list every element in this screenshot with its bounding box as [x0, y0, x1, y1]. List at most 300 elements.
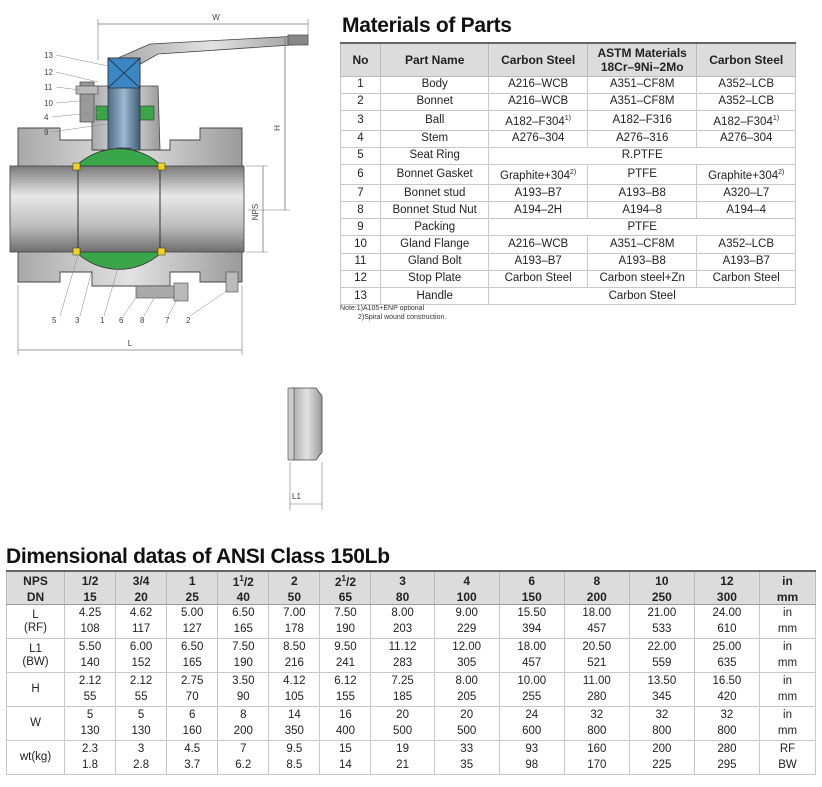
material-value: A193–B7	[722, 255, 770, 268]
dims-value: 9.00	[434, 605, 499, 622]
callout-8: 8	[140, 316, 145, 325]
col-astm	[587, 43, 697, 76]
callout-1: 1	[100, 316, 105, 325]
dims-value: 55	[116, 690, 167, 707]
nps-size	[167, 571, 218, 589]
dims-value: 200	[218, 724, 269, 741]
dims-label-sub: (BW)	[22, 655, 49, 668]
dims-value: 400	[320, 724, 371, 741]
note-2: 2)Spiral wound construction.	[358, 314, 447, 321]
dims-value: 22.00	[629, 639, 694, 656]
dims-value: 2.3	[65, 741, 116, 758]
material-value: PTFE	[627, 167, 657, 180]
material-value: A193–B8	[618, 255, 666, 268]
materials-row	[341, 253, 796, 270]
dims-value: 33	[434, 741, 499, 758]
part-name: Bonnet stud	[381, 184, 489, 201]
callouts-bottom	[52, 316, 191, 325]
materials-title: Materials of Parts	[342, 14, 512, 37]
part-material-c1	[489, 236, 588, 253]
astm-line2: 18Cr–9Ni–2Mo	[600, 59, 684, 74]
part-material-c1	[489, 93, 588, 110]
handle	[118, 36, 306, 70]
material-value: A352–LCB	[718, 95, 775, 108]
part-material-c3	[697, 93, 796, 110]
dims-value: 11.00	[564, 673, 629, 690]
material-value: A276–316	[615, 132, 669, 145]
dims-value: 19	[371, 741, 434, 758]
dims-unit: mm	[760, 724, 816, 741]
part-name: Packing	[381, 219, 489, 236]
dims-row-secondary	[7, 622, 816, 639]
dims-row-secondary	[7, 758, 816, 775]
dn-size: 200	[564, 589, 629, 605]
dims-value: 200	[629, 741, 694, 758]
callouts-left	[44, 51, 53, 137]
nps-main: 1	[232, 575, 240, 589]
part-no: 7	[341, 184, 381, 201]
part-name: Bonnet	[381, 93, 489, 110]
dims-value: 394	[499, 622, 564, 639]
nps-size	[218, 571, 269, 589]
dims-value: 216	[269, 656, 320, 673]
material-value: A216–WCB	[508, 78, 569, 91]
nps-size	[564, 571, 629, 589]
nps-main: 12	[720, 573, 734, 588]
part-material-c2	[587, 110, 697, 130]
part-no: 13	[341, 288, 381, 305]
material-value: A193–B7	[514, 255, 562, 268]
dims-value: 6	[167, 707, 218, 724]
dims-row-label	[7, 605, 65, 639]
dims-value: 55	[65, 690, 116, 707]
nps-size	[434, 571, 499, 589]
l-label: L	[127, 339, 133, 348]
part-name: Stem	[381, 130, 489, 147]
dims-value: 130	[65, 724, 116, 741]
dims-value: 14	[269, 707, 320, 724]
dims-label-main: wt(kg)	[19, 751, 52, 763]
dims-row-primary	[7, 639, 816, 656]
col-carbon-steel-1: Carbon Steel	[489, 43, 588, 76]
material-value: A276–304	[720, 132, 773, 145]
nps-frac-den: /2	[345, 575, 356, 589]
dims-value: 160	[167, 724, 218, 741]
callout-7: 7	[165, 316, 170, 325]
part-no: 4	[341, 130, 381, 147]
callout-5: 5	[52, 316, 57, 325]
dims-value: 4.62	[116, 605, 167, 622]
dims-value: 4.12	[269, 673, 320, 690]
dims-value: 130	[116, 724, 167, 741]
nps-main: 1/2	[81, 573, 99, 588]
dims-value: 16.50	[694, 673, 759, 690]
dims-value: 20.50	[564, 639, 629, 656]
col-no: No	[341, 43, 381, 76]
dims-value: 32	[694, 707, 759, 724]
dims-value: 5.50	[65, 639, 116, 656]
dn-size: 150	[499, 589, 564, 605]
dims-value: 21.00	[629, 605, 694, 622]
dims-value: 25.00	[694, 639, 759, 656]
dims-label-main: W	[30, 717, 41, 729]
dims-value: 165	[218, 622, 269, 639]
dn-size: 300	[694, 589, 759, 605]
part-no: 5	[341, 147, 381, 164]
part-material-c2	[587, 165, 697, 185]
part-no: 10	[341, 236, 381, 253]
part-material-merged: Carbon Steel	[489, 288, 796, 305]
material-value: A193–B7	[514, 186, 562, 199]
part-material-c1	[489, 110, 588, 130]
dims-title: Dimensional datas of ANSI Class 150Lb	[6, 545, 390, 568]
nps-frac-den: /2	[243, 575, 254, 589]
dims-value: 457	[564, 622, 629, 639]
dims-value: 105	[269, 690, 320, 707]
dims-unit: in	[760, 605, 816, 622]
part-name: Ball	[381, 110, 489, 130]
dims-value: 350	[269, 724, 320, 741]
dims-value: 152	[116, 656, 167, 673]
part-material-c2	[587, 93, 697, 110]
dims-value: 11.12	[371, 639, 434, 656]
dims-value: 35	[434, 758, 499, 775]
dims-value: 15.50	[499, 605, 564, 622]
dims-value: 420	[694, 690, 759, 707]
dims-value: 6.50	[218, 605, 269, 622]
dn-size: 40	[218, 589, 269, 605]
part-material-c2	[587, 184, 697, 201]
part-name: Handle	[381, 288, 489, 305]
dims-value: 800	[694, 724, 759, 741]
h-dimension	[248, 38, 290, 210]
dims-unit: mm	[760, 622, 816, 639]
callout-4: 4	[44, 113, 49, 122]
dims-value: 2.12	[65, 673, 116, 690]
dims-unit: RF	[760, 741, 816, 758]
part-no: 12	[341, 270, 381, 287]
dims-row-secondary	[7, 690, 816, 707]
dims-value: 24	[499, 707, 564, 724]
callout-11: 11	[44, 83, 53, 92]
dims-value: 24.00	[694, 605, 759, 622]
materials-row	[341, 76, 796, 93]
dims-value: 127	[167, 622, 218, 639]
dims-value: 205	[434, 690, 499, 707]
part-material-c3	[697, 236, 796, 253]
part-material-c2	[587, 253, 697, 270]
materials-row	[341, 236, 796, 253]
dims-row-secondary	[7, 724, 816, 741]
dn-size: 250	[629, 589, 694, 605]
dims-header-nps-row	[7, 571, 816, 589]
dims-value: 8.00	[371, 605, 434, 622]
dn-size: 100	[434, 589, 499, 605]
dims-value: 283	[371, 656, 434, 673]
dims-value: 5.00	[167, 605, 218, 622]
materials-body	[341, 76, 796, 305]
part-material-c1	[489, 270, 588, 287]
dims-value: 800	[629, 724, 694, 741]
nps-main: 2	[334, 575, 342, 589]
dims-value: 18.00	[499, 639, 564, 656]
dims-value: 5	[116, 707, 167, 724]
dims-value: 18.00	[564, 605, 629, 622]
dims-value: 533	[629, 622, 694, 639]
nps-size	[371, 571, 434, 589]
material-value: A182–F316	[612, 113, 672, 126]
dims-value: 185	[371, 690, 434, 707]
dims-value: 155	[320, 690, 371, 707]
dims-value: 559	[629, 656, 694, 673]
dn-size: 25	[167, 589, 218, 605]
callout-13: 13	[44, 51, 53, 60]
dims-value: 32	[629, 707, 694, 724]
dims-value: 170	[564, 758, 629, 775]
dims-row-label	[7, 741, 65, 775]
dims-value: 7.25	[371, 673, 434, 690]
dims-value: 229	[434, 622, 499, 639]
dims-value: 14	[320, 758, 371, 775]
nps-frac-num: 1	[239, 574, 244, 583]
part-material-c1	[489, 76, 588, 93]
part-name: Body	[381, 76, 489, 93]
nps-size	[694, 571, 759, 589]
callout-2: 2	[186, 316, 191, 325]
dn-size: 80	[371, 589, 434, 605]
materials-row	[341, 184, 796, 201]
dims-row-primary	[7, 605, 816, 622]
head-unit-mm: mm	[760, 589, 816, 605]
material-value: A276–304	[511, 132, 565, 145]
part-material-c3	[697, 76, 796, 93]
material-value: Graphite+304	[708, 169, 779, 182]
material-value: A182–F304	[505, 115, 565, 128]
head-dn: DN	[7, 589, 65, 605]
dims-value: 20	[371, 707, 434, 724]
dims-label-sub: (RF)	[24, 621, 47, 634]
materials-row	[341, 219, 796, 236]
materials-row	[341, 288, 796, 305]
dims-value: 8	[218, 707, 269, 724]
part-name: Stop Plate	[381, 270, 489, 287]
part-no: 11	[341, 253, 381, 270]
dims-value: 7.50	[218, 639, 269, 656]
dims-value: 32	[564, 707, 629, 724]
dims-body	[7, 605, 816, 775]
dims-value: 457	[499, 656, 564, 673]
part-material-c3	[697, 130, 796, 147]
nps-main: 1	[188, 573, 196, 588]
dims-value: 500	[371, 724, 434, 741]
nps-main: 2	[291, 573, 298, 588]
dims-value: 3	[116, 741, 167, 758]
dims-value: 190	[218, 656, 269, 673]
dims-value: 21	[371, 758, 434, 775]
col-part-name: Part Name	[381, 43, 489, 76]
nps-main: 6	[528, 573, 536, 588]
material-value: A182–F304	[713, 115, 773, 128]
dims-value: 4.5	[167, 741, 218, 758]
dims-value: 70	[167, 690, 218, 707]
materials-row	[341, 202, 796, 219]
material-footnote: 1)	[564, 114, 571, 122]
dims-row-secondary	[7, 656, 816, 673]
dims-value: 165	[167, 656, 218, 673]
dims-value: 8.5	[269, 758, 320, 775]
dims-value: 190	[320, 622, 371, 639]
part-material-c1	[489, 202, 588, 219]
material-value: A351–CF8M	[609, 238, 675, 251]
nps-main: 3/4	[132, 573, 150, 588]
part-no: 8	[341, 202, 381, 219]
part-material-c3	[697, 202, 796, 219]
dims-value: 3.7	[167, 758, 218, 775]
callout-6: 6	[119, 316, 124, 325]
nps-size	[116, 571, 167, 589]
part-name: Gland Bolt	[381, 253, 489, 270]
part-material-c3	[697, 270, 796, 287]
dims-value: 280	[564, 690, 629, 707]
part-material-c3	[697, 253, 796, 270]
nps-frac-num: 1	[341, 574, 346, 583]
dims-value: 600	[499, 724, 564, 741]
dims-row-primary	[7, 673, 816, 690]
part-material-c2	[587, 236, 697, 253]
dims-value: 345	[629, 690, 694, 707]
dn-size: 15	[65, 589, 116, 605]
callout-12: 12	[44, 68, 53, 77]
note-1: Note:1)A105+ENP optional	[340, 305, 425, 312]
part-no: 3	[341, 110, 381, 130]
l1-label: L1	[292, 492, 301, 501]
dims-value: 2.75	[167, 673, 218, 690]
dims-value: 13.50	[629, 673, 694, 690]
dims-value: 800	[564, 724, 629, 741]
dims-value: 2.12	[116, 673, 167, 690]
head-unit-in: in	[760, 571, 816, 589]
material-footnote: 2)	[778, 169, 785, 177]
nps-size	[269, 571, 320, 589]
dims-value: 9.50	[320, 639, 371, 656]
material-value: A352–LCB	[718, 78, 775, 91]
butt-weld-end-detail	[288, 388, 322, 510]
dims-unit: mm	[760, 690, 816, 707]
dims-table	[6, 570, 816, 775]
part-name: Seat Ring	[381, 147, 489, 164]
callout-3: 3	[75, 316, 80, 325]
part-material-c1	[489, 253, 588, 270]
material-value: A352–LCB	[718, 238, 775, 251]
nps-main: 8	[593, 573, 601, 588]
dims-value: 6.50	[167, 639, 218, 656]
dims-label-main: H	[31, 683, 40, 695]
part-material-c2	[587, 130, 697, 147]
part-no: 1	[341, 76, 381, 93]
dims-row-primary	[7, 707, 816, 724]
part-no: 2	[341, 93, 381, 110]
dims-value: 160	[564, 741, 629, 758]
dn-size: 50	[269, 589, 320, 605]
callout-10: 10	[44, 99, 53, 108]
material-value: A351–CF8M	[609, 95, 675, 108]
part-name: Bonnet Stud Nut	[381, 202, 489, 219]
part-material-merged: PTFE	[489, 219, 796, 236]
dims-value: 203	[371, 622, 434, 639]
part-material-c2	[587, 270, 697, 287]
dims-value: 5	[65, 707, 116, 724]
dims-value: 140	[65, 656, 116, 673]
col-carbon-steel-2: Carbon Steel	[697, 43, 796, 76]
material-value: Carbon Steel	[504, 272, 572, 285]
dims-value: 241	[320, 656, 371, 673]
part-material-c3	[697, 165, 796, 185]
dims-value: 255	[499, 690, 564, 707]
material-value: A216–WCB	[508, 238, 569, 251]
valve-cross-section-drawing	[0, 0, 330, 520]
dn-size: 20	[116, 589, 167, 605]
dims-value: 305	[434, 656, 499, 673]
dims-value: 610	[694, 622, 759, 639]
dims-value: 108	[65, 622, 116, 639]
pipe-bore	[10, 166, 244, 252]
dims-label-main: L	[32, 608, 39, 621]
nps-size	[65, 571, 116, 589]
dims-value: 2.8	[116, 758, 167, 775]
dims-value: 178	[269, 622, 320, 639]
dims-value: 15	[320, 741, 371, 758]
materials-row	[341, 110, 796, 130]
dims-row-label	[7, 707, 65, 741]
material-value: A320–L7	[723, 186, 770, 199]
material-value: Graphite+304	[500, 169, 571, 182]
material-value: A351–CF8M	[609, 78, 675, 91]
dims-unit: BW	[760, 758, 816, 775]
dims-value: 9.5	[269, 741, 320, 758]
part-no: 9	[341, 219, 381, 236]
material-value: A194–8	[622, 203, 662, 216]
dims-value: 117	[116, 622, 167, 639]
part-material-c2	[587, 76, 697, 93]
dims-value: 635	[694, 656, 759, 673]
material-footnote: 2)	[570, 169, 577, 177]
materials-row	[341, 130, 796, 147]
materials-row	[341, 270, 796, 287]
part-no: 6	[341, 165, 381, 185]
materials-row	[341, 165, 796, 185]
dims-value: 4.25	[65, 605, 116, 622]
w-label: W	[212, 13, 220, 22]
materials-row	[341, 147, 796, 164]
dims-header-dn-row	[7, 589, 816, 605]
dims-unit: in	[760, 673, 816, 690]
materials-table	[340, 42, 796, 305]
dims-label-main: L1	[29, 642, 42, 655]
dims-value: 12.00	[434, 639, 499, 656]
part-material-c1	[489, 130, 588, 147]
dims-value: 8.00	[434, 673, 499, 690]
part-material-c3	[697, 184, 796, 201]
dims-value: 90	[218, 690, 269, 707]
part-material-merged: R.PTFE	[489, 147, 796, 164]
dims-value: 8.50	[269, 639, 320, 656]
dims-value: 500	[434, 724, 499, 741]
dims-value: 16	[320, 707, 371, 724]
astm-line1: ASTM Materials	[597, 45, 687, 60]
dims-row-label	[7, 639, 65, 673]
dims-value: 6.00	[116, 639, 167, 656]
dims-row-label	[7, 673, 65, 707]
